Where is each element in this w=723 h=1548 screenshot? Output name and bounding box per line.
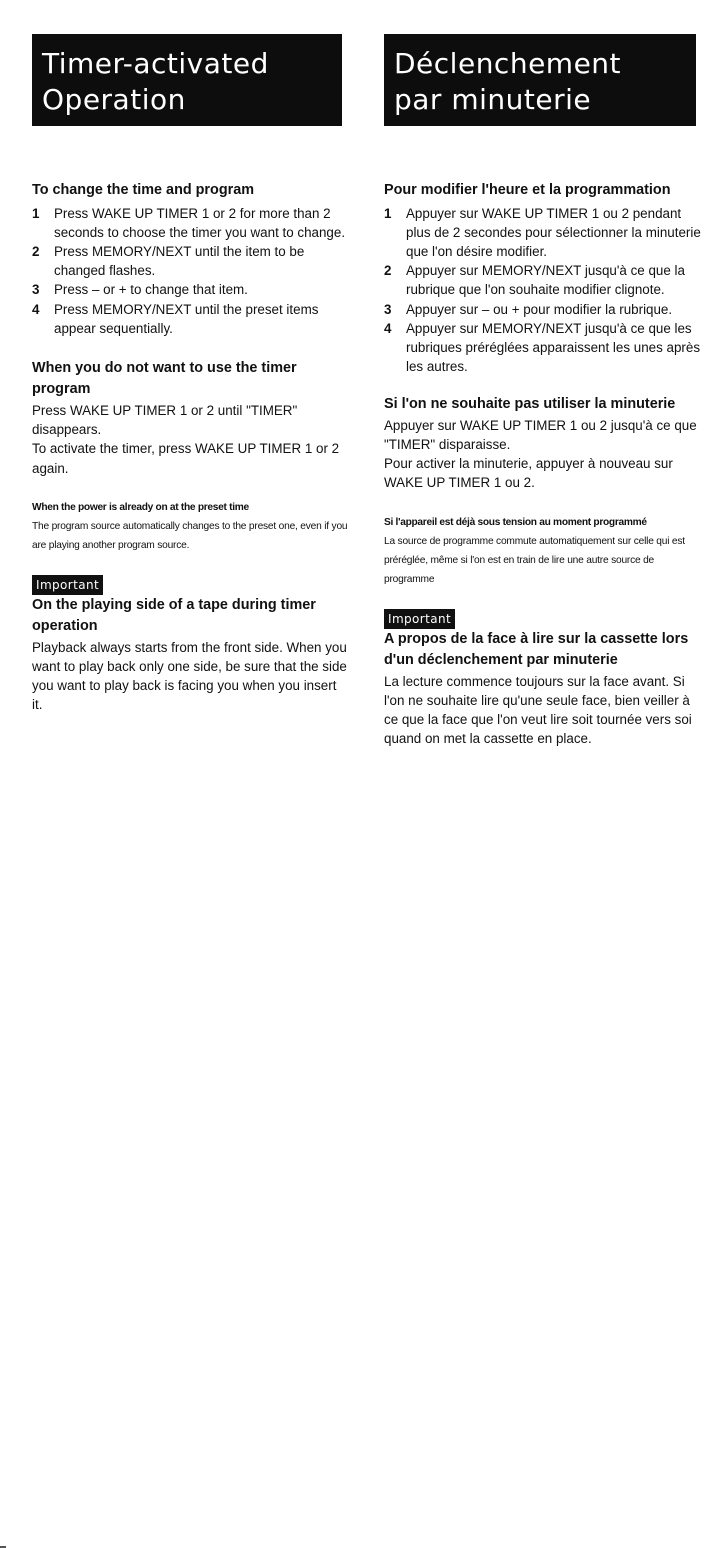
english-important-body: Playback always starts from the front side. When you want to play back only one side, be sure that the side you want to play back is facing you when you insert it. (32, 639, 347, 713)
english-change-heading: To change the time and program (32, 182, 255, 198)
english-title: Timer-activated Operation (32, 34, 342, 126)
french-step-4: 4 Appuyer sur MEMORY/NEXT jusqu'à ce que les rubriques préréglées apparaissent les unes après les autres. (384, 320, 701, 375)
french-step-2: 2 Appuyer sur MEMORY/NEXT jusqu'à ce que la rubrique que l'on souhaite modifier clignote. (384, 263, 685, 298)
french-title: Déclenchement par minuterie (384, 34, 696, 126)
english-change-steps (32, 204, 350, 338)
english-important-heading: On the playing side of a tape during timer operation (32, 596, 316, 635)
english-step-4: 4 Press MEMORY/NEXT until the preset items appear sequentially. (32, 301, 319, 336)
english-notuse-p1: Press WAKE UP TIMER 1 or 2 until "TIMER" disappears. (32, 402, 298, 438)
french-notuse-p2: Pour activer la minuterie, appuyer à nouveau sur WAKE UP TIMER 1 ou 2. (384, 456, 673, 491)
english-note-body: The program source automatically changes to the preset one, even if you are playing another program source. (32, 520, 348, 551)
english-step-3: 3 Press – or + to change that item. (32, 282, 248, 298)
french-notuse-p1: Appuyer sur WAKE UP TIMER 1 ou 2 jusqu'à ce que "TIMER" disparaisse. (384, 417, 697, 453)
english-notuse-p2: To activate the timer, press WAKE UP TIMER 1 or 2 again. (32, 441, 340, 476)
english-notuse-heading: When you do not want to use the timer program (32, 359, 297, 398)
french-change-steps (384, 204, 702, 377)
english-step-1: 1 Press WAKE UP TIMER 1 or 2 for more than 2 seconds to choose the timer you want to change. (32, 205, 346, 240)
french-important-body: La lecture commence toujours sur la face avant. Si l'on ne souhaite lire qu'une seule face, bien veiller à ce que la face que l'on veut lire soit tournée vers soi quand on met la cassette en place. (384, 673, 692, 747)
french-step-1: 1 Appuyer sur WAKE UP TIMER 1 ou 2 pendant plus de 2 secondes pour sélectionner la minuterie que l'on désire modifier. (384, 205, 701, 259)
english-note-heading: When the power is already on at the preset time (32, 501, 249, 513)
english-step-2: 2 Press MEMORY/NEXT until the item to be changed flashes. (32, 243, 305, 279)
french-note-heading: Si l'appareil est déjà sous tension au moment programmé (384, 516, 647, 528)
french-step-3: 3 Appuyer sur – ou + pour modifier la rubrique. (384, 301, 673, 317)
english-content (32, 180, 350, 715)
french-content (384, 180, 702, 748)
english-column (32, 0, 350, 713)
english-important-badge: Important (32, 575, 103, 595)
french-column (384, 0, 702, 747)
french-notuse-heading: Si l'on ne souhaite pas utiliser la minuterie (384, 396, 676, 413)
french-important-heading: A propos de la face à lire sur la cassette lors d'un déclenchement par minuterie (384, 630, 689, 669)
french-note-body: La source de programme commute automatiquement sur celle qui est préréglée, même si l'on est en train de lire une autre source de programme (384, 535, 685, 585)
french-important-badge: Important (384, 609, 455, 629)
french-change-heading: Pour modifier l'heure et la programmation (384, 182, 671, 198)
